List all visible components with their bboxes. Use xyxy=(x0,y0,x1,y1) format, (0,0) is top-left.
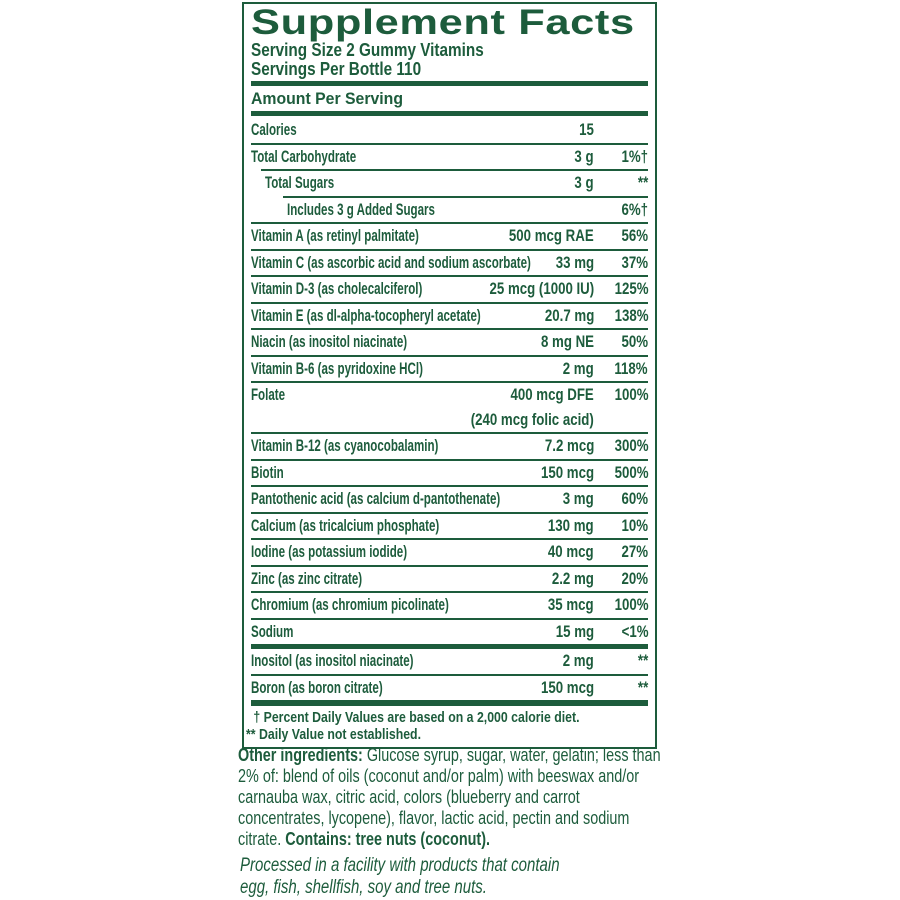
nutrient-row xyxy=(251,330,648,355)
nutrient-dv: 100% xyxy=(614,385,648,404)
nutrient-amount: 3 g xyxy=(574,173,594,192)
nutrient-name: Pantothenic acid (as calcium d-pantothenate) xyxy=(251,489,501,508)
nutrient-dv: 10% xyxy=(621,515,648,535)
other-ingredients-label: Other ingredients: xyxy=(238,745,363,765)
nutrient-name: Vitamin B-12 (as cyanocobalamin) xyxy=(251,436,439,455)
nutrient-amount: 35 mcg xyxy=(548,595,594,614)
nutrient-dv: 6%† xyxy=(621,199,648,219)
nutrient-row xyxy=(251,540,648,565)
nutrient-name: Folate xyxy=(251,385,286,404)
nutrient-row xyxy=(251,620,648,645)
allergen-line: egg, fish, shellfish, soy and tree nuts. xyxy=(240,876,487,898)
nutrient-name: Vitamin D-3 (as cholecalciferol) xyxy=(251,279,423,298)
nutrient-name: Sodium xyxy=(251,621,294,641)
nutrient-name: Chromium (as chromium picolinate) xyxy=(251,595,449,614)
separator-bar xyxy=(251,111,648,116)
nutrient-amount: 150 mcg xyxy=(540,462,594,482)
nutrient-row xyxy=(251,171,648,196)
nutrient-name: Iodine (as potassium iodide) xyxy=(251,542,408,561)
panel-title: Supplement Facts xyxy=(251,3,635,42)
allergen-statement xyxy=(240,855,655,898)
footnote-dagger: † Percent Daily Values are based on a 2,000 calorie diet. xyxy=(253,709,580,726)
row-separator xyxy=(251,700,648,706)
separator-bar xyxy=(251,81,648,86)
nutrient-row xyxy=(251,676,648,701)
nutrient-name: Biotin xyxy=(251,462,284,482)
nutrient-row xyxy=(251,145,648,170)
footnote-asterisk: ** Daily Value not established. xyxy=(246,725,421,743)
nutrient-amount: 130 mg xyxy=(548,515,594,535)
nutrient-dv: 56% xyxy=(621,226,648,245)
nutrient-dv: 50% xyxy=(621,332,648,351)
nutrient-row xyxy=(251,118,648,143)
nutrient-dv: ** xyxy=(637,651,648,670)
nutrient-amount: 40 mcg xyxy=(548,542,594,561)
other-ingredients xyxy=(238,745,670,850)
nutrient-dv: 37% xyxy=(621,252,648,272)
nutrient-amount: 2 mg xyxy=(563,651,594,670)
nutrient-row xyxy=(251,383,648,408)
nutrient-amount: 15 xyxy=(579,120,594,139)
nutrient-dv: ** xyxy=(637,677,648,697)
serving-size: Serving Size 2 Gummy Vitamins xyxy=(251,40,484,60)
nutrient-dv: ** xyxy=(637,173,648,192)
nutrient-row xyxy=(251,567,648,592)
nutrient-amount: 150 mcg xyxy=(540,677,594,697)
nutrient-amount: 8 mg NE xyxy=(540,332,594,351)
nutrient-dv: 125% xyxy=(614,279,648,298)
nutrient-rows xyxy=(251,118,648,706)
nutrient-name: Vitamin A (as retinyl palmitate) xyxy=(251,226,419,245)
nutrient-dv: 1%† xyxy=(621,146,648,166)
nutrient-amount: 400 mcg DFE xyxy=(510,385,594,404)
nutrient-row xyxy=(251,434,648,459)
nutrient-dv: 138% xyxy=(614,305,648,325)
nutrient-dv: 118% xyxy=(614,358,648,378)
nutrient-amount: 7.2 mcg xyxy=(544,436,594,455)
servings-per-bottle: Servings Per Bottle 110 xyxy=(251,59,422,79)
nutrient-name: Zinc (as zinc citrate) xyxy=(251,568,363,588)
nutrient-row xyxy=(251,487,648,512)
nutrient-row xyxy=(251,593,648,618)
nutrient-row xyxy=(251,357,648,382)
nutrient-name: Calcium (as tricalcium phosphate) xyxy=(251,515,440,535)
nutrient-row xyxy=(251,224,648,249)
nutrient-dv: <1% xyxy=(621,621,648,641)
nutrient-name: Niacin (as inositol niacinate) xyxy=(251,332,408,351)
nutrient-amount: 15 mg xyxy=(555,621,594,641)
nutrient-amount: 500 mcg RAE xyxy=(509,226,594,245)
nutrient-row xyxy=(251,514,648,539)
allergen-line: Processed in a facility with products that contain xyxy=(240,855,560,876)
nutrient-dv: 300% xyxy=(614,436,648,455)
nutrient-dv: 27% xyxy=(621,542,648,561)
nutrient-row xyxy=(251,304,648,329)
nutrient-row xyxy=(251,649,648,674)
other-ingredients-text: Glucose syrup, sugar, water, gelatin; less than 2% of: blend of oils (coconut and/or palm) with beeswax and/or carnauba wax, citric acid, colors (blueberry and carrot concentrates, lycopene), flavor, lactic acid, pectin and sodium citrate. xyxy=(238,745,661,849)
nutrient-dv: 500% xyxy=(614,462,648,482)
supplement-facts-panel xyxy=(242,2,657,749)
nutrient-dv: 100% xyxy=(614,595,648,614)
nutrient-amount: 2.2 mg xyxy=(551,568,594,588)
nutrient-amount: 20.7 mg xyxy=(544,305,594,325)
nutrient-name: Boron (as boron citrate) xyxy=(251,677,383,697)
nutrient-amount: 3 mg xyxy=(563,489,594,508)
amount-per-serving-header: Amount Per Serving xyxy=(251,89,403,108)
nutrient-dv: 20% xyxy=(621,568,648,588)
nutrient-subrow xyxy=(251,408,648,433)
nutrient-dv: 60% xyxy=(621,489,648,508)
nutrient-amount: 33 mg xyxy=(555,252,594,272)
nutrient-name: Vitamin B-6 (as pyridoxine HCl) xyxy=(251,358,423,378)
nutrient-name: Inositol (as inositol niacinate) xyxy=(251,651,414,670)
nutrient-amount: 25 mcg (1000 IU) xyxy=(489,279,594,298)
nutrient-row xyxy=(251,198,648,223)
nutrient-name: Vitamin C (as ascorbic acid and sodium ascorbate) xyxy=(251,252,531,272)
nutrient-name: Total Sugars xyxy=(265,173,335,192)
nutrient-name: Total Carbohydrate xyxy=(251,146,357,166)
nutrient-name: Calories xyxy=(251,120,297,139)
nutrient-sub-amount: (240 mcg folic acid) xyxy=(470,409,594,429)
nutrient-name: Vitamin E (as dl-alpha-tocopheryl acetate) xyxy=(251,305,481,325)
footnotes xyxy=(246,710,648,743)
nutrient-row xyxy=(251,277,648,302)
nutrient-name: Includes 3 g Added Sugars xyxy=(287,199,435,219)
nutrient-row xyxy=(251,251,648,276)
nutrient-row xyxy=(251,461,648,486)
nutrient-amount: 2 mg xyxy=(563,358,594,378)
contains-statement: Contains: tree nuts (coconut). xyxy=(285,829,491,849)
nutrient-amount: 3 g xyxy=(574,146,594,166)
